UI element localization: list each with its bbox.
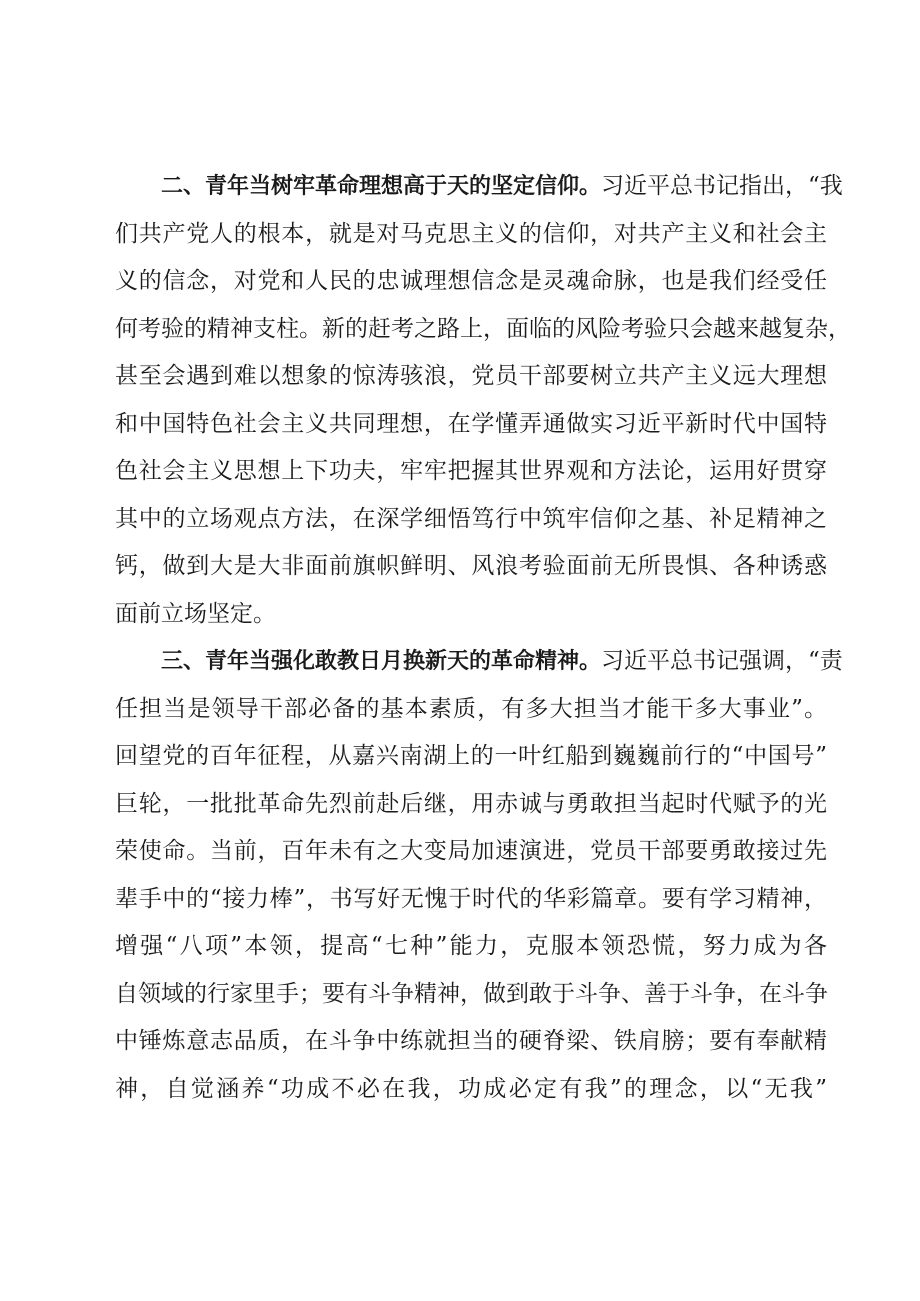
paragraph-line: 色社会主义思想上下功夫，牢牢把握其世界观和方法论，运用好贯穿 — [115, 458, 827, 484]
paragraph-heading: 三、青年当强化敢教日月换新天的革命精神。 — [161, 649, 602, 674]
paragraph-line: 们共产党人的根本，就是对马克思主义的信仰，对共产主义和社会主 — [115, 220, 827, 247]
paragraph-3 — [115, 638, 843, 1113]
paragraph-text: 习近平总书记强调，“责 — [601, 648, 843, 674]
paragraph-line: 甚至会遇到难以想象的惊涛骇浪，党员干部要树立共产主义远大理想 — [115, 363, 827, 389]
paragraph-line: 中锤炼意志品质，在斗争中练就担当的硬脊梁、铁肩膀；要有奉献精 — [115, 1028, 827, 1054]
paragraph-line: 回望党的百年征程，从嘉兴南湖上的一叶红船到巍巍前行的“中国号” — [115, 743, 827, 769]
paragraph-line: 义的信念，对党和人民的忠诚理想信念是灵魂命脉，也是我们经受任 — [115, 268, 827, 294]
paragraph-2 — [115, 163, 851, 638]
paragraph-line: 荣使命。当前，百年未有之大变局加速演进，党员干部要勇敢接过先 — [115, 838, 827, 864]
paragraph-line: 其中的立场观点方法，在深学细悟笃行中筑牢信仰之基、补足精神之 — [115, 505, 827, 532]
paragraph-line: 任担当是领导干部必备的基本素质，有多大担当才能干多大事业”。 — [115, 695, 827, 722]
paragraph-line: 增强“八项”本领，提高“七种”能力，克服本领恐慌，努力成为各 — [115, 933, 827, 959]
paragraph-line — [115, 163, 843, 211]
document-body — [115, 163, 851, 1113]
paragraph-line: 自领域的行家里手；要有斗争精神，做到敢于斗争、善于斗争，在斗争 — [115, 980, 828, 1007]
paragraph-line: 辈手中的“接力棒”，书写好无愧于时代的华彩篇章。要有学习精神， — [115, 885, 827, 912]
paragraph-heading: 二、青年当树牢革命理想高于天的坚定信仰。 — [161, 174, 602, 199]
paragraph-line — [115, 638, 843, 686]
paragraph-line: 钙，做到大是大非面前旗帜鲜明、风浪考验面前无所畏惧、各种诱惑 — [115, 553, 827, 579]
paragraph-line: 神，自觉涵养“功成不必在我，功成必定有我”的理念，以“无我” — [115, 1075, 827, 1102]
paragraph-line: 和中国特色社会主义共同理想，在学懂弄通做实习近平新时代中国特 — [115, 410, 827, 437]
paragraph-line: 面前立场坚定。 — [115, 600, 276, 627]
paragraph-line: 巨轮，一批批革命先烈前赴后继，用赤诚与勇敢担当起时代赋予的光 — [115, 790, 827, 817]
paragraph-text: 习近平总书记指出，“我 — [601, 173, 843, 199]
paragraph-line: 何考验的精神支柱。新的赶考之路上，面临的风险考验只会越来越复杂， — [115, 315, 851, 342]
